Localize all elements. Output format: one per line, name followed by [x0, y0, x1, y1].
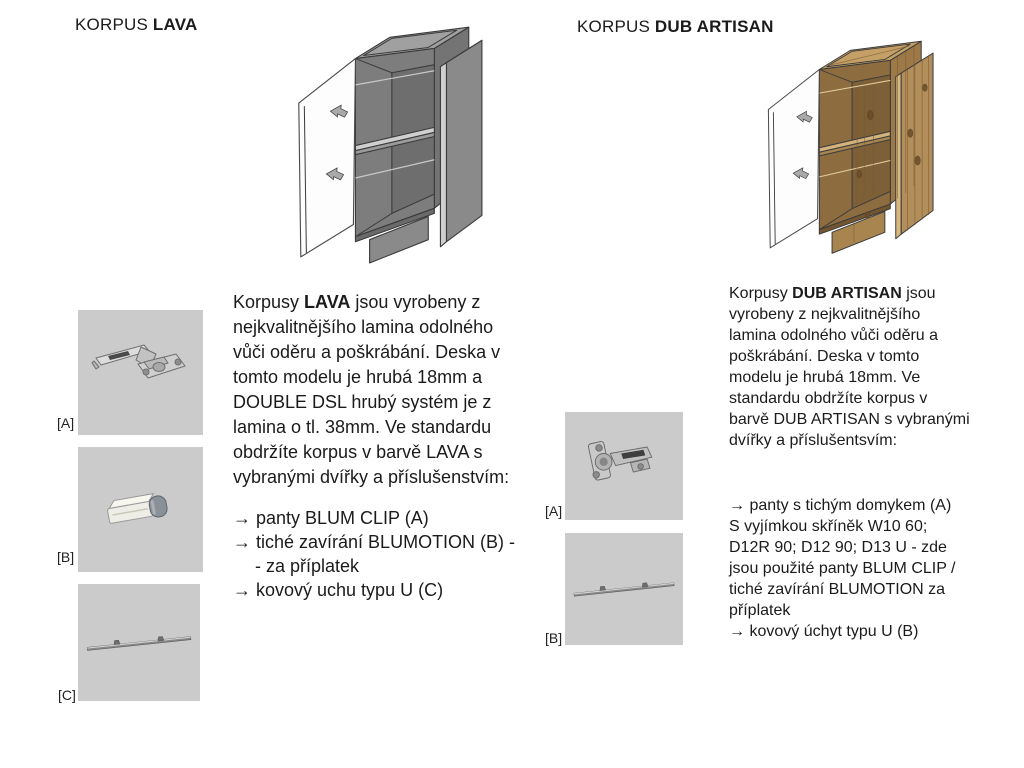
- left-label-a: [A]: [57, 415, 75, 431]
- right-intro-line: vyrobeny z nejkvalitnějšího: [729, 306, 921, 323]
- left-intro-line: obdržíte korpus v barvě LAVA s: [233, 442, 483, 462]
- right-bullet-continuation: S vyjímkou skříněk W10 60;: [729, 518, 928, 535]
- right-accessory-image-b: [565, 533, 683, 645]
- right-bullet-continuation: tiché zavírání BLUMOTION za: [729, 581, 946, 598]
- right-intro-line: standardu obdržíte korpus v: [729, 390, 928, 407]
- left-intro-line: tomto modelu je hrubá 18mm a: [233, 367, 483, 387]
- left-intro-line-1: [233, 290, 515, 315]
- left-bullet: → panty BLUM CLIP (A): [233, 508, 429, 528]
- dub-artisan-cabinet-illustration: [760, 24, 966, 256]
- left-accessory-image-b: [78, 447, 203, 572]
- left-intro-line: vybranými dvířky a příslušenstvím:: [233, 467, 510, 487]
- left-accessory-image-a: [78, 310, 203, 435]
- left-section-title: [75, 15, 197, 35]
- left-intro-prefix: Korpusy: [233, 292, 305, 312]
- left-intro-line: DOUBLE DSL hrubý systém je z: [233, 392, 492, 412]
- right-accessory-image-a: [565, 412, 683, 520]
- right-intro-line: modelu je hrubá 18mm. Ve: [729, 369, 921, 386]
- soft-close-hinge-icon: [572, 422, 676, 510]
- right-title-bold: DUB ARTISAN: [654, 17, 774, 36]
- left-intro-line: vůči oděru a poškrábání. Deska v: [233, 342, 501, 362]
- right-intro-prefix: Korpusy: [729, 285, 793, 302]
- right-description: [729, 283, 970, 642]
- right-intro-rest: jsou: [901, 285, 936, 302]
- right-label-b: [B]: [545, 630, 563, 646]
- u-handle-icon: [81, 598, 197, 688]
- right-bullet-continuation: příplatek: [729, 602, 791, 619]
- right-bullet-list: [729, 495, 970, 642]
- left-bullet: → tiché zavírání BLUMOTION (B) -: [233, 532, 516, 552]
- hinge-blum-clip-icon: [86, 328, 196, 418]
- u-handle-icon: [568, 545, 680, 633]
- right-bullet-continuation: jsou použité panty BLUM CLIP /: [729, 560, 956, 577]
- right-label-a: [A]: [545, 503, 563, 519]
- right-title-prefix: KORPUS: [577, 17, 655, 36]
- right-section-title: [577, 17, 774, 37]
- left-bullet: → kovový uchu typu U (C): [233, 580, 444, 600]
- right-intro-line: barvě DUB ARTISAN s vybranými: [729, 411, 970, 428]
- right-bullet-continuation: D12R 90; D12 90; D13 U - zde: [729, 539, 947, 556]
- right-intro-bold: DUB ARTISAN: [792, 285, 902, 302]
- right-intro-line: dvířky a příslušentsvím:: [729, 432, 898, 449]
- left-bullet-list: [233, 506, 515, 602]
- left-title-bold: LAVA: [152, 15, 198, 34]
- right-bullet: → kovový úchyt typu U (B): [729, 623, 919, 640]
- blumotion-damper-icon: [86, 465, 196, 555]
- left-bullet-continuation: - za příplatek: [255, 556, 360, 576]
- left-label-b: [B]: [57, 549, 75, 565]
- right-intro-line: lamina odolného vůči oděru a: [729, 327, 939, 344]
- left-intro-line: lamina o tl. 38mm. Ve standardu: [233, 417, 492, 437]
- left-title-prefix: KORPUS: [75, 15, 153, 34]
- lava-cabinet-illustration: [286, 8, 522, 266]
- left-intro-line: nejkvalitnějšího lamina odolného: [233, 317, 494, 337]
- right-bullet: → panty s tichým domykem (A): [729, 497, 952, 514]
- left-intro-rest: jsou vyrobeny z: [350, 292, 481, 312]
- right-intro-line: poškrábání. Deska v tomto: [729, 348, 920, 365]
- right-intro-line-1: [729, 283, 970, 304]
- left-label-c: [C]: [58, 687, 76, 703]
- left-description: [233, 290, 515, 602]
- left-intro-bold: LAVA: [304, 292, 351, 312]
- left-accessory-image-c: [78, 584, 200, 701]
